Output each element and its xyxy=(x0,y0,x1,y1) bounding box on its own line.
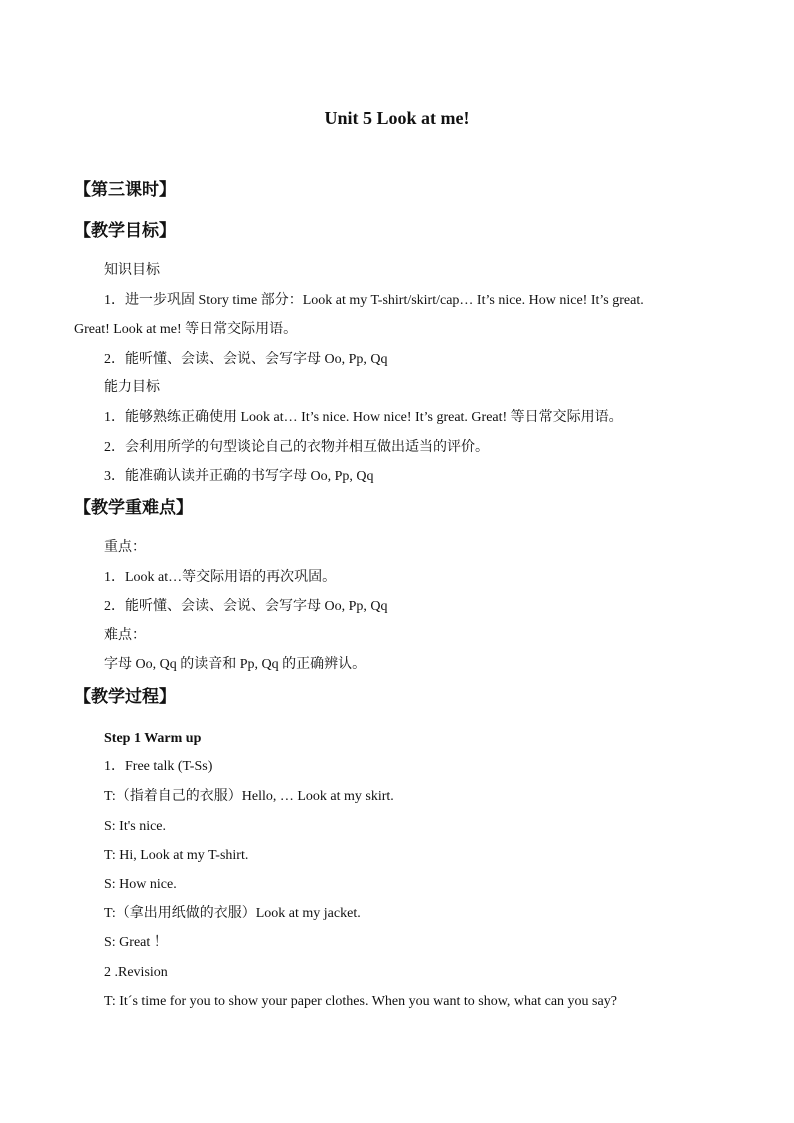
dialogue-line-3: T: Hi, Look at my T-shirt. xyxy=(104,848,249,863)
process-item-2: 2 .Revision xyxy=(104,965,168,980)
dialogue-line-4: S: How nice. xyxy=(104,877,177,892)
heading-key-points: 【教学重难点】 xyxy=(74,498,193,517)
ability-objective-3: 3．能准确认读并正确的书写字母 Oo, Pp, Qq xyxy=(104,469,374,484)
heading-objectives: 【教学目标】 xyxy=(74,221,176,240)
dialogue-line-7: T: It´s time for you to show your paper clothes. When you want to show, what can you say? xyxy=(104,994,617,1009)
knowledge-objective-label: 知识目标 xyxy=(104,263,160,278)
dialogue-line-6: S: Great ！ xyxy=(104,935,168,950)
process-item-1: 1．Free talk (T-Ss) xyxy=(104,759,213,774)
key-point-2: 2．能听懂、会读、会说、会写字母 Oo, Pp, Qq xyxy=(104,599,388,614)
knowledge-objective-1-line-1: 1．进一步巩固 Story time 部分：Look at my T-shirt/skirt/cap… It’s nice. How nice! It’s great. xyxy=(104,293,644,308)
difficult-point-1: 字母 Oo, Qq 的读音和 Pp, Qq 的正确辨认。 xyxy=(104,657,367,672)
key-point-1: 1．Look at…等交际用语的再次巩固。 xyxy=(104,570,337,585)
heading-lesson: 【第三课时】 xyxy=(74,180,176,199)
dialogue-line-2: S: It's nice. xyxy=(104,819,167,834)
key-point-label: 重点： xyxy=(104,540,146,555)
dialogue-line-5: T:（拿出用纸做的衣服）Look at my jacket. xyxy=(104,906,361,921)
dialogue-line-1: T:（指着自己的衣服）Hello, … Look at my skirt. xyxy=(104,789,394,804)
heading-process: 【教学过程】 xyxy=(74,687,176,706)
ability-objective-label: 能力目标 xyxy=(104,380,160,395)
ability-objective-1: 1．能够熟练正确使用 Look at… It’s nice. How nice! It’s great. Great! 等日常交际用语。 xyxy=(104,410,623,425)
knowledge-objective-2: 2．能听懂、会读、会说、会写字母 Oo, Pp, Qq xyxy=(104,352,388,367)
knowledge-objective-1-line-2: Great! Look at me! 等日常交际用语。 xyxy=(74,322,298,337)
step-1-heading: Step 1 Warm up xyxy=(104,731,202,746)
page-title: Unit 5 Look at me! xyxy=(324,108,470,128)
ability-objective-2: 2．会利用所学的句型谈论自己的衣物并相互做出适当的评价。 xyxy=(104,440,489,455)
difficult-point-label: 难点： xyxy=(104,628,146,643)
